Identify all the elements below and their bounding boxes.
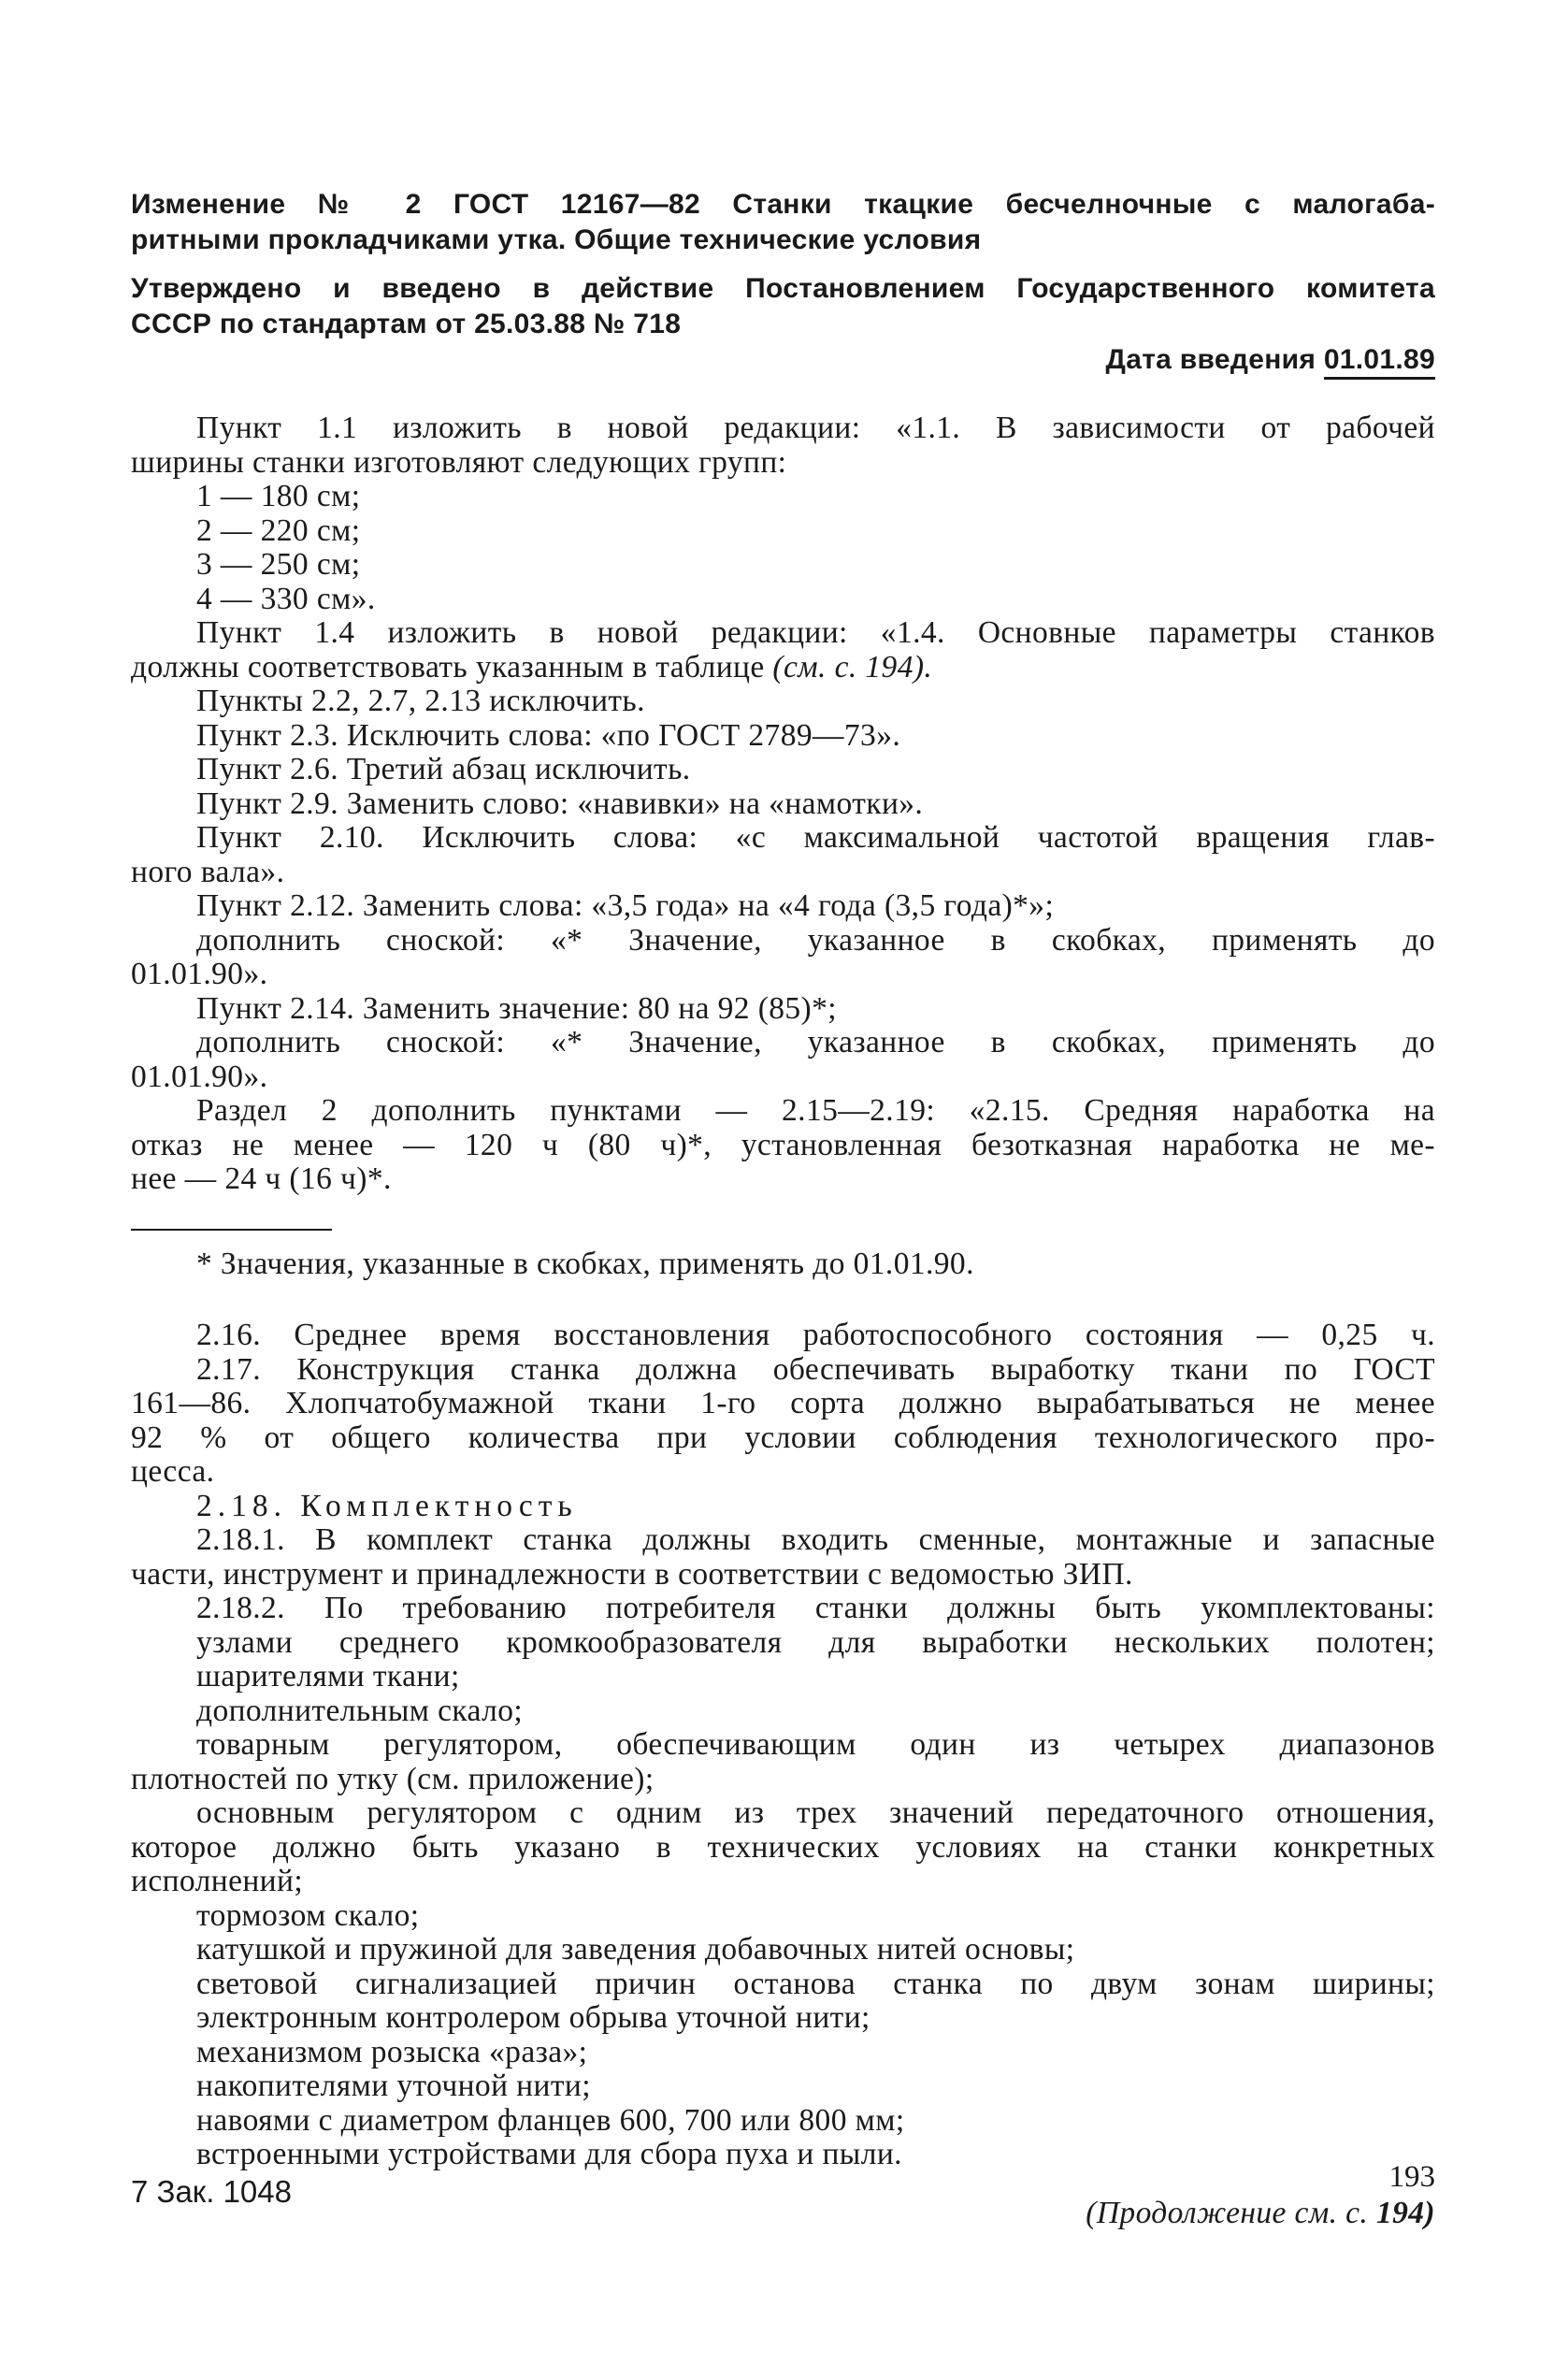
text-line: нее — 24 ч (16 ч)*.	[131, 1161, 392, 1196]
list-item: катушкой и пружиной для заведения добавочных нитей основы;	[196, 1932, 1075, 1967]
text-line: 92 % от общего количества при условии соблюдения технологического про-	[131, 1420, 1435, 1455]
text-line: дополнить сноской: «* Значение, указанное в скобках, применять до	[196, 1025, 1435, 1059]
text-line: плотностей по утку (см. приложение);	[131, 1761, 655, 1796]
text-line: Пункт 2.14. Заменить значение: 80 на 92 (85)*;	[196, 990, 837, 1026]
text-line: цесса.	[131, 1454, 215, 1489]
text-line: которое должно быть указано в технических условиях на станки конкретных	[131, 1829, 1435, 1865]
text-line: Пункт 2.10. Исключить слова: «с максимальной частотой вращения глав-	[196, 820, 1435, 855]
list-item: тормозом скало;	[196, 1897, 420, 1933]
list-item: 4 — 330 см».	[196, 581, 376, 616]
text-line: Пункты 2.2, 2.7, 2.13 исключить.	[196, 684, 645, 718]
order-number: 7 Зак. 1048	[131, 2174, 292, 2209]
document-body	[131, 411, 1435, 2230]
text-line: 2.18.1. В комплект станка должны входить сменные, монтажные и запасные	[196, 1522, 1435, 1557]
list-item: узлами среднего кромкообразователя для выработки нескольких полотен;	[196, 1624, 1435, 1660]
footnote-divider	[131, 1229, 332, 1231]
text-line: 01.01.90».	[131, 957, 268, 991]
section-heading: 2.18. Комплектность	[196, 1488, 578, 1523]
effective-date-label: Дата введения	[1105, 344, 1316, 375]
list-item: 1 — 180 см;	[196, 479, 361, 513]
text-line: Пункт 1.4 изложить в новой редакции: «1.4. Основные параметры станков	[196, 615, 1435, 650]
text-line: 2.18.2. По требованию потребителя станки должны быть укомплектованы:	[196, 1591, 1435, 1625]
page-number: 193	[1388, 2160, 1435, 2194]
list-item: встроенными устройствами для сбора пуха и пыли.	[196, 2137, 902, 2171]
text-line: Пункт 2.3. Исключить слова: «по ГОСТ 2789—73».	[196, 717, 901, 753]
title-line-2: ритными прокладчиками утка. Общие технические условия	[131, 224, 982, 255]
list-item: навоями с диаметром фланцев 600, 700 или 800 мм;	[196, 2102, 905, 2138]
list-item: 3 — 250 см;	[196, 547, 361, 582]
approval-line-1: Утверждено и введено в действие Постановлением Государственного комитета	[131, 273, 1435, 304]
continuation-note	[131, 2197, 1435, 2231]
text-line: Пункт 2.6. Третий абзац исключить.	[196, 752, 691, 786]
list-item: 2 — 220 см;	[196, 512, 361, 548]
continuation-text: (Продолжение см. с.	[1086, 2195, 1369, 2230]
page-reference: (см. с. 194).	[772, 649, 933, 685]
approval-line-2: СССР по стандартам от 25.03.88 № 718	[131, 309, 682, 339]
title-line-1: Изменение № 2 ГОСТ 12167—82 Станки ткацкие бесчелночные с малогаба-	[131, 189, 1435, 220]
list-item: механизмом розыска «раза»;	[196, 2034, 588, 2069]
effective-date-value: 01.01.89	[1324, 344, 1435, 380]
text-segment: должны соответствовать указанным в таблице	[131, 649, 765, 685]
footnote: * Значения, указанные в скобках, применять до 01.01.90.	[196, 1246, 974, 1281]
document-header	[131, 187, 1435, 378]
document-page	[131, 187, 1435, 2262]
text-line: ширины станки изготовляют следующих групп:	[131, 444, 787, 480]
text-line: 01.01.90».	[131, 1059, 268, 1094]
effective-date	[131, 342, 1435, 378]
list-item: дополнительным скало;	[196, 1693, 524, 1728]
list-item: шарителями ткани;	[196, 1659, 460, 1694]
text-line: отказ не менее — 120 ч (80 ч)*, установленная безотказная наработка не ме-	[131, 1127, 1435, 1162]
list-item: товарным регулятором, обеспечивающим один из четырех диапазонов	[196, 1727, 1435, 1762]
text-line: 2.16. Среднее время восстановления работоспособного состояния — 0,25 ч.	[196, 1318, 1435, 1352]
continuation-page: 194)	[1375, 2195, 1435, 2230]
list-item: световой сигнализацией причин останова станка по двум зонам ширины;	[196, 1966, 1435, 2001]
text-line: Пункт 2.12. Заменить слова: «3,5 года» на «4 года (3,5 года)*»;	[196, 888, 1055, 923]
text-line: 2.17. Конструкция станка должна обеспечивать выработку ткани по ГОСТ	[196, 1351, 1435, 1387]
text-line: исполнений;	[131, 1864, 304, 1898]
list-item: основным регулятором с одним из трех значений передаточного отношения,	[196, 1795, 1435, 1830]
list-item: электронным контролером обрыва уточной нити;	[196, 2000, 870, 2035]
text-line: части, инструмент и принадлежности в соответствии с ведомостью ЗИП.	[131, 1556, 1133, 1592]
text-line: Пункт 2.9. Заменить слово: «навивки» на «намотки».	[196, 786, 924, 821]
text-line: 161—86. Хлопчатобумажной ткани 1-го сорта должно вырабатываться не менее	[131, 1386, 1435, 1420]
text-line: дополнить сноской: «* Значение, указанное в скобках, применять до	[196, 922, 1435, 958]
text-line: Пункт 1.1 изложить в новой редакции: «1.1. В зависимости от рабочей	[196, 411, 1435, 445]
text-line	[131, 651, 1435, 685]
text-line: Раздел 2 дополнить пунктами — 2.15—2.19: «2.15. Средняя наработка на	[196, 1093, 1435, 1128]
text-line: ного вала».	[131, 854, 285, 889]
list-item: накопителями уточной нити;	[196, 2068, 591, 2103]
